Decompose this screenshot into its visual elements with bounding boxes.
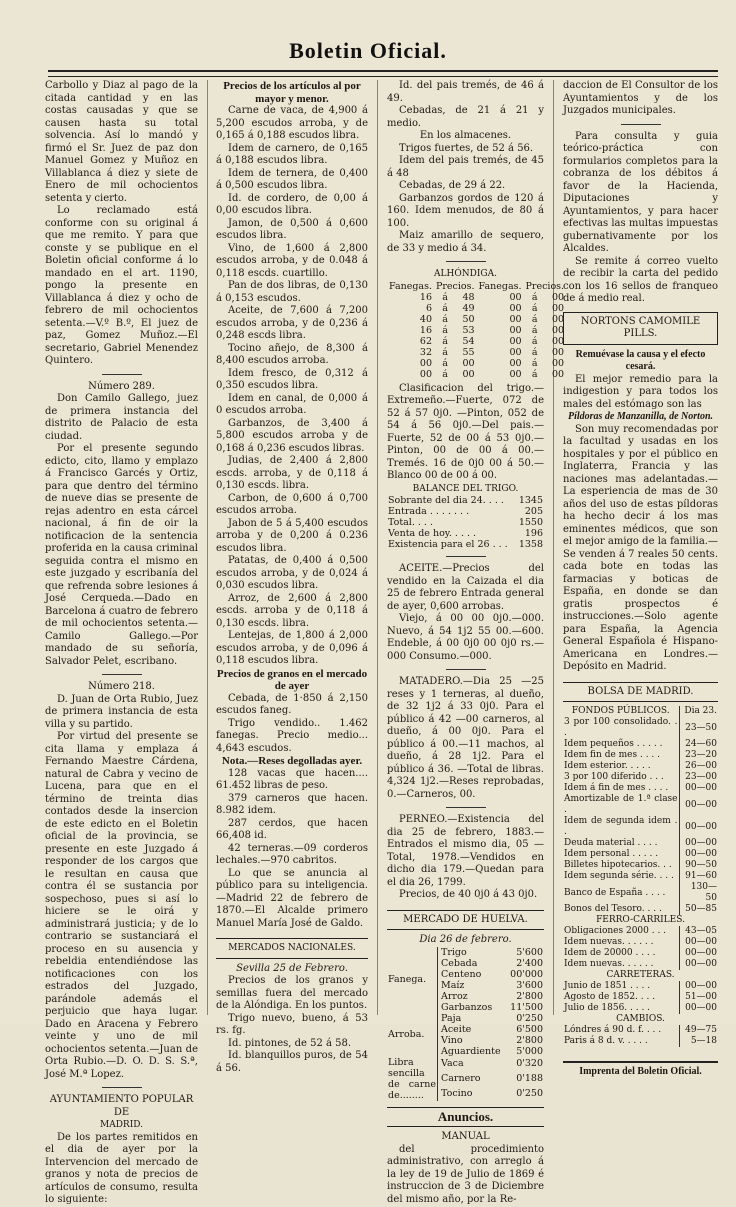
table-cell: á: [531, 335, 538, 347]
paragraph: Cebadas, de 21 á 21 y medio.: [387, 105, 544, 129]
row-label: Paris á 8 d. v. . . . .: [564, 1036, 648, 1046]
row-value: 00—00: [679, 849, 718, 860]
table-row: [387, 369, 566, 380]
row-label: Deuda material . . . .: [564, 838, 658, 848]
paragraph: Trigos fuertes, de 52 á 56.: [399, 142, 534, 154]
paragraph: Por el presente segundo edicto, cito, llamo y emplazo á Francisco Garcés y Ortiz, para que dentro del término de nueve dias se presente de rejas adentro en esta cárcel nacional, á fin de oir la notificacion de la sentencia proferida en la causa criminal seguida contra el mismo en este juzgado y escribanía del que refrenda sobre lesiones á José Cerqueda.—Dado en Barcelona á cuatro de febrero de mil ochocientos setenta.—Camilo Gallego.—Por mandado de su señoría, Salvador Pelet, escribano.: [45, 443, 198, 667]
price-item: Jamon, de 0,500 á 0,600 escudos libra.: [216, 217, 368, 241]
row-value: 00—00: [679, 981, 718, 992]
ad-subtitle: Remuévase la causa y el efecto cesará.: [575, 348, 706, 372]
row-value: 1550: [518, 517, 543, 528]
price-item: Carne de vaca, de 4,900 á 5,200 escudos arroba, y de 0,165 á 0,188 escudos libra.: [216, 105, 368, 141]
table-cell: 53: [462, 324, 475, 336]
row-value: 23—50: [679, 717, 718, 739]
row-value: 2'800: [516, 1034, 543, 1046]
table-cell: 40: [419, 313, 432, 325]
row-value: 50—85: [679, 904, 718, 915]
row-label: Vaca: [438, 1057, 507, 1072]
paragraph: PERNEO.—Existencia del dia 25 de febrero, 1883.—Entrados el mismo dia, 05 —Total, 1978.—Vendidos en dicho dia 179.—Quedan para el dia 26, 1799.: [387, 814, 544, 888]
row-value: 196: [524, 528, 543, 539]
section-heading: AYUNTAMIENTO POPULAR DE: [49, 1094, 194, 1118]
divider: [102, 374, 142, 375]
table-cell: á: [442, 313, 448, 325]
row-value: 5'600: [516, 946, 543, 958]
row-label: Bonos del Tesoro. . . .: [564, 904, 662, 914]
group-label: Fanega.: [388, 974, 427, 985]
table-row: [563, 871, 718, 882]
divider: [446, 669, 486, 670]
table-cell: 48: [462, 291, 475, 303]
page-title: Boletin Oficial.: [289, 38, 447, 63]
row-label: Billetes hipotecarios. . .: [564, 860, 672, 870]
table-cell: 49: [462, 302, 475, 314]
table-row: [563, 1036, 718, 1047]
row-label: Vino: [438, 1035, 507, 1046]
ad-title: NORTONS CAMOMILE PILLS.: [580, 315, 701, 339]
paragraph: En los almacenes.: [419, 130, 512, 141]
divider: [446, 261, 486, 262]
paragraph: Carbollo y Diaz al pago de la citada cantidad y en las costas causadas y que se causen hasta su total solvencia. Así lo mandó y firmó el Sr. Juez de paz don Manuel Gomez y Muñoz en Villablanca á diez y siete de Enero de mil ochocientos setenta y cierto.: [45, 80, 198, 204]
table-cell: 6: [425, 302, 432, 314]
row-value: 0'320: [516, 1058, 543, 1070]
table-cell: 00: [509, 346, 522, 358]
column-header: FONDOS PÚBLICOS.: [571, 706, 670, 716]
table-cell: 00: [509, 324, 522, 336]
section-box: [563, 682, 718, 703]
row-value: 205: [524, 506, 543, 517]
paragraph: daccion de El Consultor de los Ayuntamientos y de los Juzgados municipales.: [563, 80, 718, 116]
row-value: 6'500: [516, 1023, 543, 1035]
row-label: Cebada: [438, 958, 507, 969]
row-label: Sobrante del dia 24. . . .: [388, 495, 504, 506]
paragraph: Id. del pais tremés, de 46 á 49.: [387, 80, 544, 104]
table-row: [563, 981, 718, 992]
table-row: [387, 358, 566, 369]
paragraph: Garbanzos gordos de 120 á 160. Idem menudos, de 80 á 100.: [387, 192, 544, 229]
dateline: Sevilla 25 de Febrero.: [236, 962, 348, 974]
dateline: Dia 26 de febrero.: [419, 934, 512, 945]
section-heading: MERCADO DE HUELVA.: [403, 913, 528, 925]
paragraph: 379 carneros que hacen. 8.982 idem.: [216, 792, 368, 816]
price-item: Idem de carnero, de 0,165 á 0,188 escudos libra.: [216, 142, 368, 166]
row-label: Aceite: [438, 1024, 507, 1035]
section-heading: ALHÓNDIGA.: [434, 269, 497, 279]
footer-rule: [563, 1061, 718, 1079]
table-row: [387, 325, 566, 336]
table-row: [563, 783, 718, 794]
row-value: 0'250: [516, 1012, 543, 1024]
table-row: [563, 1003, 718, 1014]
table-cell: 00: [551, 313, 565, 325]
table-row: [563, 926, 718, 937]
ad-title: MANUAL: [441, 1131, 490, 1142]
table-row: [387, 336, 566, 347]
table-row: [387, 1013, 544, 1024]
row-value: 0'250: [516, 1087, 543, 1099]
row-label: Obligaciones 2000 . . .: [564, 926, 667, 936]
paragraph: El mejor remedio para la indigestion y para todos los males del estómago son las: [563, 373, 718, 410]
price-item: Carbon, de 0,600 á 0,700 escudos arroba.: [216, 492, 368, 516]
table-cell: 16: [419, 291, 432, 303]
section-heading: BOLSA DE MADRID.: [587, 685, 694, 697]
table-row: [387, 528, 544, 539]
price-item: Patatas, de 0,400 á 0,500 escudos arroba, y de 0,024 á 0,030 escudos libra.: [216, 555, 368, 591]
row-label: 3 por 100 diferido . . .: [564, 772, 664, 782]
row-value: 26—00: [679, 761, 718, 772]
paragraph: Viejo, á 00 00 0j0.—000. Nuevo, á 54 1j2 55 00.—600. Endeble, á 00 0j0 00 0j0 rs.—000 Consumo.—000.: [387, 613, 544, 662]
paragraph: Para consulta y guia teórico-práctica con formularios completos para la cobranza de los débitos á favor de la Hacienda, Diputaciones y Ayuntamientos, y para hacer efectivas las multas impuestas gubernativamente por los Alcaldes.: [563, 130, 718, 254]
table-row: [387, 1057, 544, 1072]
row-value: 00—00: [679, 937, 718, 948]
column-divider: [553, 80, 554, 1015]
paragraph: Por virtud del presente se cita llama y emplaza á Fernando Maestre Cárdena, natural de Cabra y vecino de Lucena, para que en el término de treinta dias contados desde la insercion de este edicto en el Boletin oficial de la provincia, se presente en este Juzgado á responder de los cargos que le resultan en causa que contra él se sustancia por sospechoso, pues si así lo hiciere se le oirá y administrará justicia; y de lo contrario se sustanciará el proceso en su ausencia y rebeldia entendiéndose las notificaciones con los estrados del Juzgado, parándole además el perjuicio que haya lugar. Dado en Aracena y Febrero veinte y uno de mil ochocientos setenta.—Juan de Orta Rubio.—D. O. D. S. S.ª, José M.ª Lopez.: [45, 731, 198, 1080]
paragraph: MATADERO.—Dia 25 —25 reses y 1 terneras, al dueño, de 32 1j2 á 33 0j0. Para el público á 42 —00 carneros, al dueño, á 00 0j0. Para el público á 00.—11 machos, al dueño, á 28 1j2. Para el público á 36. —Total de libras. 4,324 1j2.—Reses reprobadas, 0.—Carneros, 00.: [387, 676, 544, 800]
row-label: Idem nuevas. . . . . .: [564, 959, 654, 969]
table-row: [563, 1025, 718, 1036]
row-label: 3 por 100 consolidado. . .: [564, 717, 678, 738]
row-value: 43—05: [679, 926, 718, 937]
row-label: Idem á fin de mes . . . .: [564, 783, 669, 793]
row-value: 00—00: [679, 948, 718, 959]
row-label: Idem de 20000 . . . .: [564, 948, 656, 958]
row-value: 2'400: [516, 957, 543, 969]
column-divider: [377, 80, 378, 1015]
section-box: [387, 1107, 544, 1128]
row-label: Garbanzos: [438, 1002, 507, 1013]
row-value: 51—00: [679, 992, 718, 1003]
table-row: [563, 849, 718, 860]
table-cell: 00: [551, 291, 565, 303]
row-value: 49—75: [679, 1025, 718, 1036]
table-row: [563, 838, 718, 849]
row-label: Idem pequeños . . . . .: [564, 739, 663, 749]
paragraph: del procedimiento administrativo, con arreglo á la ley de 19 de Julio de 1869 é instruccion de 3 de Diciembre del mismo año, por la Re-: [387, 1143, 544, 1205]
row-value: 1358: [518, 539, 543, 550]
table-cell: á: [442, 302, 448, 314]
row-label: Idem nuevas. . . . . .: [564, 937, 654, 947]
section-heading: BALANCE DEL TRIGO.: [412, 483, 519, 494]
table-cell: 00: [551, 302, 565, 314]
notice-number: Número 289.: [88, 380, 155, 392]
subheading: FERRO-CARRILES.: [596, 915, 685, 925]
table-cell: á: [531, 346, 538, 358]
table-row: [387, 947, 544, 958]
row-label: Centeno: [438, 969, 507, 980]
row-value: 00—00: [679, 816, 718, 838]
table-row: [563, 794, 718, 816]
paragraph: Trigo vendido.. 1.462 fanegas. Precio medio... 4,643 escudos.: [216, 717, 368, 754]
column-header: Precios.: [525, 280, 565, 292]
paragraph: 42 terneras.—09 corderos lechales.—970 cabritos.: [216, 842, 368, 866]
paragraph: Cebada, de 1·850 á 2,150 escudos faneg.: [216, 692, 368, 716]
price-item: Id. de cordero, de 0,00 á 0,00 escudos libra.: [216, 192, 368, 216]
paragraph: 287 cerdos, que hacen 66,408 id.: [216, 817, 368, 841]
product-name: Píldoras de Manzanilla, de Norton.: [567, 411, 714, 422]
row-label: Carnero: [438, 1071, 507, 1086]
table-cell: 00: [419, 357, 432, 369]
stock-table: [563, 706, 718, 1047]
table-row: [563, 882, 718, 904]
subheading: CARRETERAS.: [606, 970, 675, 980]
paragraph: Trigo nuevo, bueno, á 53 rs. fg.: [216, 1012, 368, 1036]
table-subheading-row: [563, 1014, 718, 1025]
row-label: Julio de 1856. . . . .: [564, 1003, 651, 1013]
table-cell: 00: [509, 313, 522, 325]
row-label: Entrada . . . . . . .: [388, 506, 470, 517]
paragraph: Id. pintones, de 52 á 58.: [228, 1037, 352, 1049]
column-divider: [207, 80, 208, 1015]
paragraph: Idem del pais tremés, de 45 á 48: [387, 155, 544, 179]
table-row: [563, 816, 718, 838]
table-cell: 00: [462, 368, 475, 380]
table-cell: á: [442, 368, 448, 380]
row-value: 2'800: [516, 990, 543, 1002]
divider: [102, 1087, 142, 1088]
row-label: Tocino: [438, 1086, 507, 1101]
table-row: [563, 937, 718, 948]
row-value: 1345: [518, 495, 543, 506]
price-item: Jabon de 5 á 5,400 escudos arroba y de 0,200 á 0.236 escudos libra.: [216, 517, 368, 554]
column-3: [387, 80, 565, 1205]
price-list: [216, 105, 368, 668]
price-item: Aceite, de 7,600 á 7,200 escudos arroba, y de 0,236 á 0,248 escds libra.: [216, 305, 368, 341]
row-value: 00—00: [679, 783, 718, 794]
row-value: 90—50: [679, 860, 718, 871]
price-item: Arroz, de 2,600 á 2,800 escds. arroba y de 0,118 á 0,130 escds. libra.: [216, 592, 368, 629]
paragraph: Id. blanquillos puros, de 54 á 56.: [216, 1050, 368, 1074]
paragraph: Maiz amarillo de sequero, de 33 y medio á 34.: [387, 230, 544, 254]
row-value: 00'000: [510, 968, 543, 980]
ad-box: [563, 312, 718, 345]
table-subheading-row: [563, 970, 718, 981]
divider: [102, 674, 142, 675]
row-value: 00—00: [679, 959, 718, 970]
row-label: Trigo: [438, 947, 507, 958]
table-row: [387, 303, 566, 314]
table-cell: 16: [419, 324, 432, 336]
row-value: 3'600: [516, 979, 543, 991]
price-item: Tocino añejo, de 8,300 á 8,400 escudos arroba.: [216, 342, 368, 366]
table-cell: á: [531, 357, 538, 369]
row-label: Paja: [438, 1013, 507, 1024]
price-item: Vino, de 1,600 á 2,800 escudos arroba, y de 0.048 á 0,118 escds. cuartillo.: [216, 242, 368, 279]
row-value: 00—00: [679, 1003, 718, 1014]
table-row: [387, 506, 544, 517]
row-value: 23—00: [679, 772, 718, 783]
header-rule: [48, 70, 718, 77]
table-cell: 54: [462, 335, 475, 347]
row-label: Idem segunda série. . . .: [564, 871, 674, 881]
column-4: [563, 80, 718, 1077]
table-cell: á: [531, 368, 538, 380]
row-label: Existencia para el 26 . . .: [388, 539, 508, 550]
price-item: Pan de dos libras, de 0,130 á 0,153 escudos.: [216, 280, 368, 304]
table-row: [387, 347, 566, 358]
row-value: 00—00: [679, 794, 718, 816]
notice-number: Número 218.: [88, 681, 155, 692]
row-label: Idem personal . . . . .: [564, 849, 659, 859]
row-label: Agosto de 1852. . . .: [564, 992, 656, 1002]
table-row: [563, 992, 718, 1003]
column-header: Fanegas.: [478, 280, 522, 292]
table-cell: 00: [551, 324, 565, 336]
table-cell: 00: [462, 357, 475, 369]
price-item: Garbanzos, de 3,400 á 5,800 escudos arroba y de 0,168 á 0,236 escudos libras.: [216, 417, 368, 454]
column-header: Precios.: [436, 280, 475, 292]
column-1: [45, 80, 198, 1205]
row-value: 23—20: [679, 750, 718, 761]
table-cell: á: [531, 313, 538, 325]
paragraph: Cebadas, de 29 á 22.: [399, 180, 506, 191]
group-label: Libra sencilla de carne de........: [388, 1056, 436, 1101]
table-subheading-row: [563, 915, 718, 926]
table-cell: 00: [509, 368, 522, 380]
divider: [621, 124, 661, 125]
table-cell: 55: [462, 346, 475, 358]
group-label: Arroba.: [388, 1029, 425, 1040]
paragraph: Precios, de 40 0j0 á 43 0j0.: [399, 889, 538, 900]
table-cell: 62: [419, 335, 432, 347]
divider: [446, 807, 486, 808]
row-label: Banco de España . . . .: [564, 887, 666, 898]
row-value: 5'000: [516, 1045, 543, 1057]
table-row: [563, 860, 718, 871]
paragraph: Precios de los granos y semillas fuera del mercado de la Alóndiga. En los puntos.: [216, 975, 368, 1011]
table-header-row: [563, 706, 718, 717]
table-row: [387, 539, 544, 550]
row-value: 00—00: [679, 838, 718, 849]
table-cell: á: [442, 291, 448, 303]
section-heading: Precios de los artículos al por mayor y menor.: [223, 80, 361, 105]
price-item: Lentejas, de 1,800 á 2,000 escudos arroba, y de 0,096 á 0,118 escudos libra.: [216, 630, 368, 666]
column-2: [216, 80, 368, 1074]
price-item: Idem en canal, de 0,000 á 0 escudos arroba.: [216, 392, 368, 416]
table-row: [563, 948, 718, 959]
table-cell: 00: [551, 368, 565, 380]
paragraph: Lo que se anuncia al público para su inteligencia.—Madrid 22 de febrero de 1870.—El Alcalde primero Manuel María José de Galdo.: [216, 867, 368, 929]
row-label: Junio de 1851 . . . .: [564, 981, 651, 991]
row-label: Idem esterior. . . . .: [564, 761, 651, 771]
subheading: CAMBIOS.: [616, 1014, 665, 1024]
huelva-price-table: [387, 947, 544, 1101]
row-label: Idem fin de mes . . . .: [564, 750, 661, 760]
row-label: Maíz: [438, 980, 507, 991]
table-cell: á: [442, 357, 448, 369]
row-value: 0'188: [516, 1072, 543, 1084]
section-heading: Anuncios.: [437, 1108, 494, 1124]
table-cell: 00: [509, 302, 522, 314]
table-row: [563, 904, 718, 915]
table-row: [563, 761, 718, 772]
table-cell: á: [531, 302, 538, 314]
row-value: 91—60: [679, 871, 718, 882]
table-row: [563, 739, 718, 750]
paragraph: De los partes remitidos en el dia de ayer por la Intervencion del mercado de granos y nota de precios de artículos de consumo, resulta lo siguiente:: [45, 1131, 198, 1205]
row-value: 130—50: [679, 882, 718, 904]
paragraph: Son muy recomendadas por la facultad y usadas en los hospitales y por el público en Inglaterra, Francia y las naciones mas adelantadas.—La esperiencia de mas de 30 años del uso de estas píldoras ha hecho decir á los mas eminentes médicos, que son el mejor amigo de la familia.—Se venden á 7 reales 50 cents. cada bote en todas las farmacias y boticas de España, en donde se dan gratis prospectos é instrucciones.—Solo agente para España, la Agencia General Española é Hispano-Americana en Londres.—Depósito en Madrid.: [563, 423, 718, 672]
table-cell: á: [442, 324, 448, 336]
table-cell: 00: [509, 357, 522, 369]
alhondiga-table: [387, 281, 566, 380]
paragraph: Don Camilo Gallego, juez de primera instancia del distrito de Palacio de esta ciudad.: [45, 393, 198, 442]
section-subheading: MADRID.: [99, 1120, 144, 1130]
table-cell: 00: [551, 346, 565, 358]
table-cell: 00: [509, 291, 522, 303]
table-cell: 32: [419, 346, 432, 358]
table-cell: 00: [419, 368, 432, 380]
section-heading: MERCADOS NACIONALES.: [228, 943, 356, 953]
paragraph: Se remite á correo vuelto de recibir la carta del pedido con los 16 sellos de franqueo de á medio real.: [563, 255, 718, 304]
paragraph: Lo reclamado está conforme con su original á que me remito. Y para que conste y se publique en el Boletin oficial conforme á lo mandado en el art. 1190, pongo la presente en Villablanca á diez y ocho de febrero de mil ochocientos setenta.—V.º B.º, El juez de paz, Gomez Muñoz.—El secretario, Gabriel Menendez Quintero.: [45, 205, 198, 366]
divider: [446, 556, 486, 557]
table-row: [563, 772, 718, 783]
section-box: [216, 938, 368, 959]
table-cell: á: [531, 324, 538, 336]
row-label: Lóndres á 90 d. f. . . .: [564, 1025, 662, 1035]
row-label: Venta de hoy. . . . .: [388, 528, 477, 539]
printer-imprint: Imprenta del Boletin Oficial.: [579, 1066, 702, 1077]
table-header-row: [387, 281, 566, 292]
table-cell: 00: [551, 335, 565, 347]
paragraph: Clasificacion del trigo.—Extremeño.—Fuerte, 072 de 52 á 57 0j0. —Pinton, 052 de 54 á 56 0j0.—Del pais.—Fuerte, 52 de 00 á 53 0j0.— Pinton, 00 de 00 á 00.—Tremés. 16 de 0j0 00 á 50.—Blanco 00 de 00 á 00.: [387, 382, 544, 481]
paragraph: ACEITE.—Precios del vendido en la Caizada el dia 25 de febrero Entrada general de ayer, 0,600 arrobas.: [387, 563, 544, 612]
column-header: Fanegas.: [389, 280, 432, 292]
row-label: Total. . . .: [388, 517, 433, 528]
table-row: [563, 959, 718, 970]
table-cell: 50: [462, 313, 475, 325]
table-row: [387, 495, 544, 506]
row-label: Aguardiente: [438, 1046, 507, 1057]
paragraph: 128 vacas que hacen.... 61.452 libras de peso.: [216, 767, 368, 791]
column-header: Dia 23.: [679, 706, 718, 717]
table-row: [387, 292, 566, 303]
price-item: Idem de ternera, de 0,400 á 0,500 escudos libra.: [216, 167, 368, 191]
paragraph: D. Juan de Orta Rubio, Juez de primera instancia de esta villa y su partido.: [45, 693, 198, 730]
table-cell: 00: [509, 335, 522, 347]
row-label: Idem de segunda idem . .: [564, 816, 678, 837]
row-value: 24—60: [679, 739, 718, 750]
table-row: [563, 717, 718, 739]
row-label: Amortizable de 1.ª clase .: [564, 794, 678, 815]
table-row: [387, 314, 566, 325]
table-row: [387, 517, 544, 528]
row-label: Arroz: [438, 991, 507, 1002]
price-item: Judias, de 2,400 á 2,800 escds. arroba, y de 0,118 á 0,130 escds. libra.: [216, 455, 368, 491]
section-heading: Precios de granos en el mercado de ayer: [216, 667, 368, 692]
balance-table: [387, 495, 544, 550]
section-heading: Nota.—Reses degolladas ayer.: [221, 755, 363, 767]
table-row: [563, 750, 718, 761]
row-value: 11'500: [510, 1001, 543, 1013]
table-cell: 00: [551, 357, 565, 369]
price-item: Idem fresco, de 0,312 á 0,350 escudos libra.: [216, 367, 368, 391]
row-value: 5—18: [679, 1036, 718, 1047]
table-cell: á: [442, 346, 448, 358]
table-cell: á: [442, 335, 448, 347]
table-cell: á: [531, 291, 538, 303]
section-box: [387, 910, 544, 931]
